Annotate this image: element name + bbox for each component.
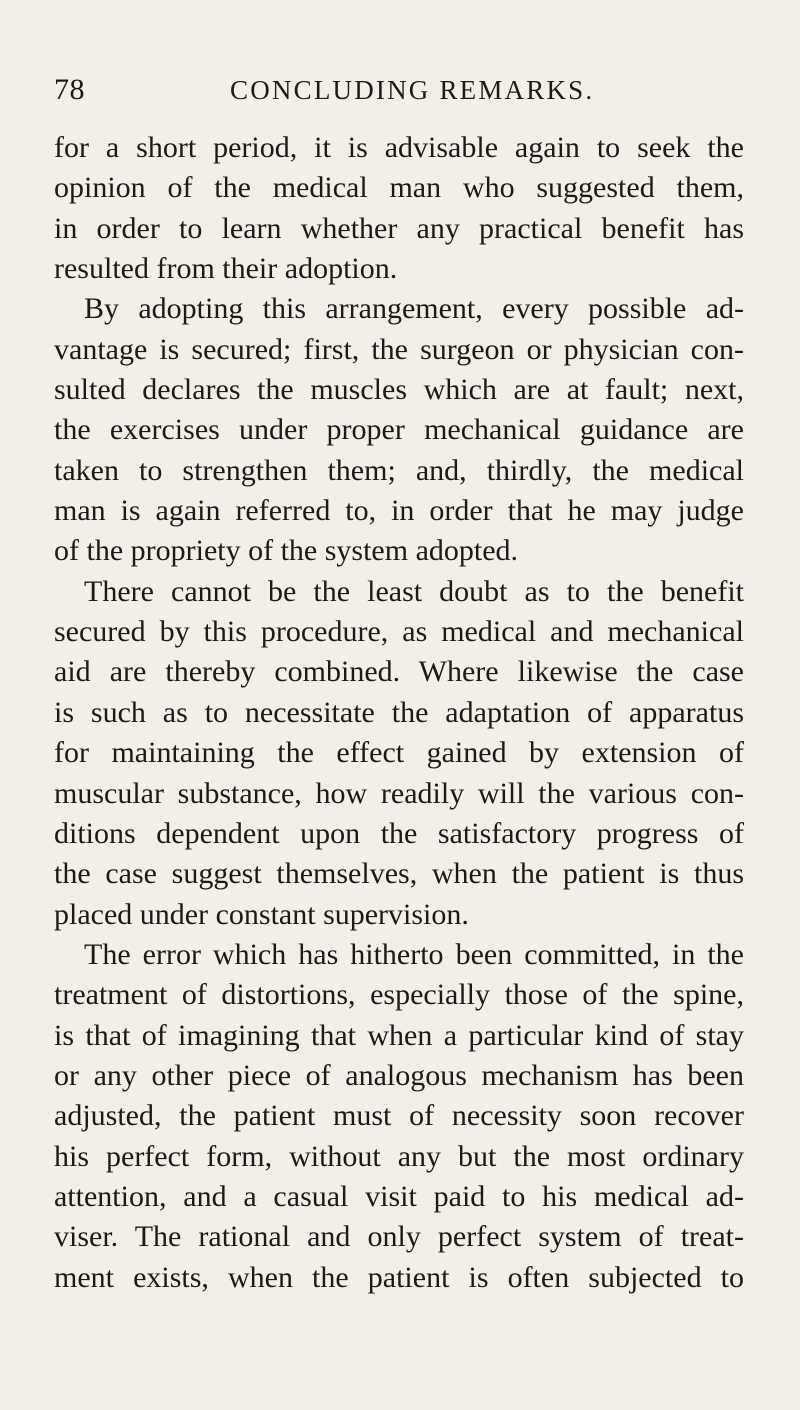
- text-line-12: There cannot be the least doubt as to the benefit: [84, 574, 744, 608]
- text-line-1: for a short period, it is advisable again to seek the: [54, 131, 744, 164]
- text-line-15: is such as to necessitate the adaptation of apparatus: [54, 695, 744, 729]
- text-line-7: sulted declares the muscles which are at fault; next,: [54, 373, 744, 407]
- text-line-4: resulted from their adoption.: [54, 252, 398, 286]
- running-title: CONCLUDING REMARKS.: [230, 75, 595, 105]
- text-line-20: placed under constant supervision.: [54, 897, 469, 931]
- text-line-21: The error which has hitherto been committed, in the: [84, 937, 744, 971]
- text-line-14: aid are thereby combined. Where likewise the case: [54, 655, 744, 689]
- text-line-18: ditions dependent upon the satisfactory progress of: [54, 816, 744, 850]
- body-text: [54, 128, 744, 1298]
- running-head: [54, 70, 744, 110]
- text-line-2: opinion of the medical man who suggested them,: [54, 171, 744, 205]
- text-line-6: vantage is secured; first, the surgeon or physician con-: [54, 332, 744, 366]
- text-line-19: the case suggest themselves, when the patient is thus: [54, 857, 744, 891]
- text-line-23: is that of imagining that when a particular kind of stay: [54, 1018, 744, 1052]
- text-line-8: the exercises under proper mechanical guidance are: [54, 413, 744, 447]
- text-line-3: in order to learn whether any practical benefit has: [54, 211, 744, 245]
- text-line-5: By adopting this arrangement, every possible ad-: [84, 292, 744, 326]
- text-line-16: for maintaining the effect gained by extension of: [54, 736, 744, 770]
- text-line-26: his perfect form, without any but the most ordinary: [54, 1139, 744, 1173]
- text-line-27: attention, and a casual visit paid to his medical ad-: [54, 1179, 744, 1213]
- text-line-10: man is again referred to, in order that he may judge: [54, 494, 744, 528]
- text-line-28: viser. The rational and only perfect system of treat-: [54, 1220, 744, 1254]
- text-line-13: secured by this procedure, as medical and mechanical: [54, 615, 744, 649]
- text-line-25: adjusted, the patient must of necessity soon recover: [54, 1099, 744, 1133]
- text-line-24: or any other piece of analogous mechanism has been: [54, 1058, 744, 1092]
- text-line-9: taken to strengthen them; and, thirdly, the medical: [54, 453, 744, 487]
- text-line-11: of the propriety of the system adopted.: [54, 534, 519, 568]
- page-number: 78: [54, 73, 85, 106]
- text-line-17: muscular substance, how readily will the various con-: [54, 776, 744, 810]
- text-line-22: treatment of distortions, especially those of the spine,: [54, 978, 744, 1012]
- text-line-29: ment exists, when the patient is often subjected to: [54, 1260, 744, 1294]
